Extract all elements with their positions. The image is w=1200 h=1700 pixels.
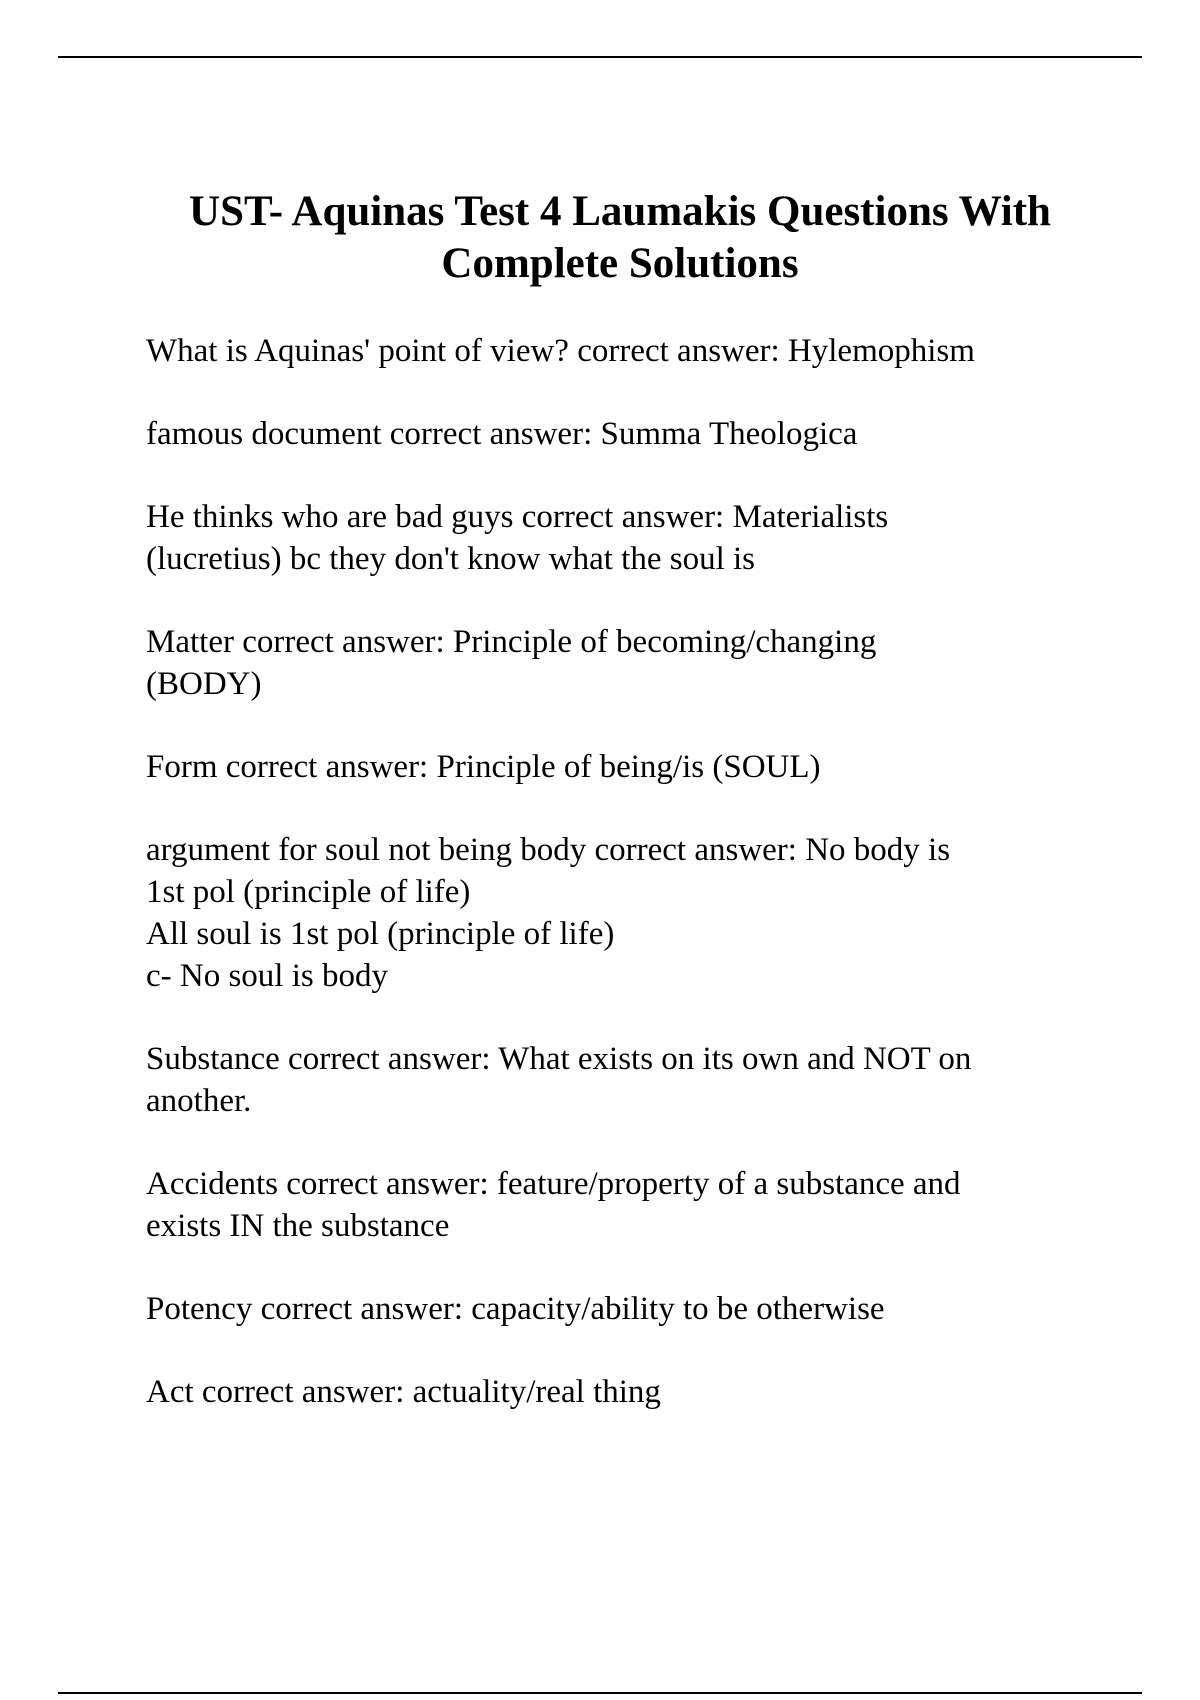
qa-item <box>146 746 1086 788</box>
document-title <box>120 186 1120 290</box>
qa-item <box>146 829 1086 997</box>
qa-line: Accidents correct answer: feature/property of a substance and <box>146 1166 961 1202</box>
qa-line: Form correct answer: Principle of being/is (SOUL) <box>146 749 821 785</box>
qa-line: famous document correct answer: Summa Theologica <box>146 416 858 452</box>
qa-item <box>146 496 1086 580</box>
qa-item <box>146 330 1086 372</box>
top-rule <box>58 56 1142 58</box>
qa-line: Substance correct answer: What exists on its own and NOT on <box>146 1041 972 1077</box>
title-line: UST- Aquinas Test 4 Laumakis Questions With <box>189 188 1051 235</box>
title-line: Complete Solutions <box>441 240 799 287</box>
qa-item <box>146 1371 1086 1413</box>
qa-line: 1st pol (principle of life) <box>146 874 471 910</box>
qa-list <box>146 330 1086 1454</box>
qa-item <box>146 1288 1086 1330</box>
qa-line: another. <box>146 1083 252 1119</box>
qa-item <box>146 413 1086 455</box>
qa-item <box>146 1038 1086 1122</box>
qa-line: (BODY) <box>146 666 262 702</box>
qa-item <box>146 621 1086 705</box>
qa-item <box>146 1163 1086 1247</box>
qa-line: Potency correct answer: capacity/ability to be otherwise <box>146 1291 885 1327</box>
qa-line: (lucretius) bc they don't know what the soul is <box>146 541 756 577</box>
bottom-rule <box>58 1692 1142 1694</box>
qa-line: argument for soul not being body correct answer: No body is <box>146 832 951 868</box>
qa-line: c- No soul is body <box>146 958 388 994</box>
qa-line: All soul is 1st pol (principle of life) <box>146 916 615 952</box>
qa-line: He thinks who are bad guys correct answer: Materialists <box>146 499 889 535</box>
qa-line: Matter correct answer: Principle of becoming/changing <box>146 624 877 660</box>
qa-line: What is Aquinas' point of view? correct answer: Hylemophism <box>146 333 975 369</box>
qa-line: Act correct answer: actuality/real thing <box>146 1374 661 1410</box>
qa-line: exists IN the substance <box>146 1208 450 1244</box>
